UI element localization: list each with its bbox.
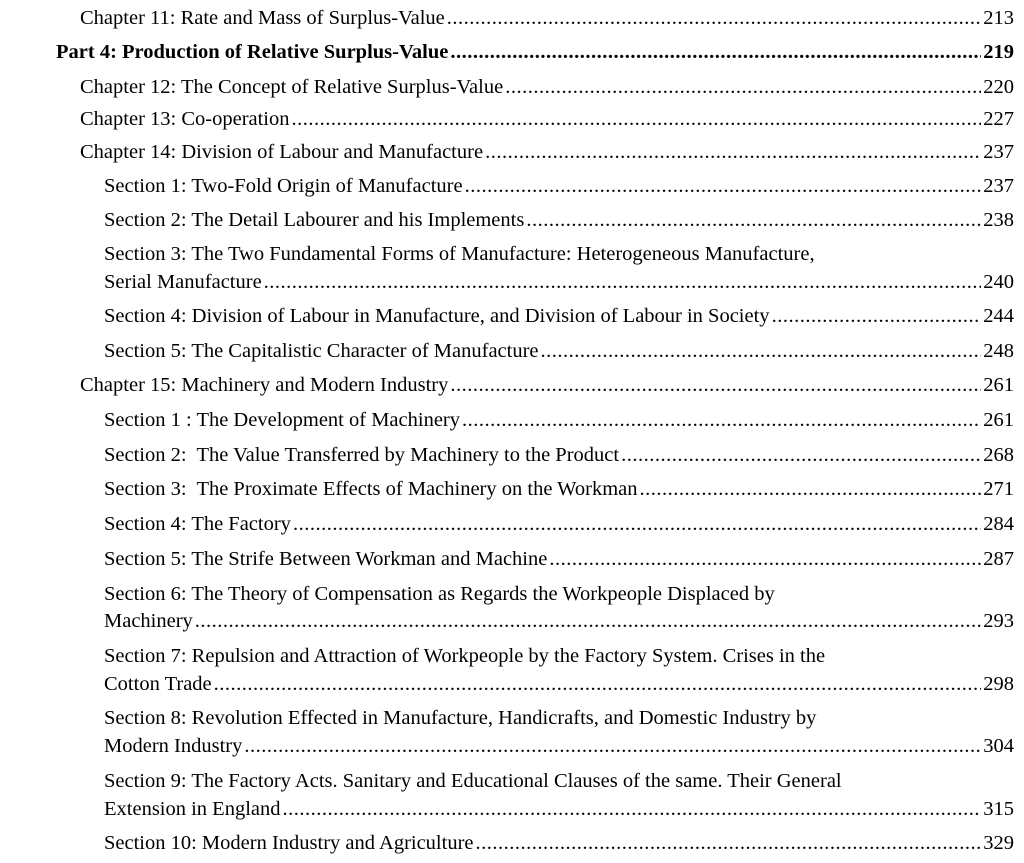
toc-entry-ch15-section-8[interactable] [104, 734, 1014, 758]
toc-entry-page: 293 [983, 610, 1014, 632]
toc-entry-page: 237 [983, 175, 1014, 197]
toc-entry-page: 304 [983, 735, 1014, 757]
toc-entry-page: 315 [983, 798, 1014, 820]
leader-dots [485, 140, 981, 164]
toc-entry-title: Machinery [104, 610, 193, 632]
toc-entry-page: 213 [983, 7, 1014, 29]
toc-entry-ch14-section-4[interactable] [104, 304, 1014, 328]
leader-dots [526, 208, 981, 232]
leader-dots [505, 75, 981, 99]
toc-entry-ch14-section-3[interactable] [104, 270, 1014, 294]
toc-entry-title: Part 4: Production of Relative Surplus-Value [56, 41, 449, 63]
leader-dots [450, 373, 981, 397]
toc-entry-page: 227 [983, 108, 1014, 130]
toc-entry-chapter-11[interactable] [80, 6, 1014, 30]
toc-entry-title: Section 5: The Strife Between Workman and Machine [104, 548, 548, 570]
leader-dots [450, 40, 981, 64]
toc-entry-ch14-section-2[interactable] [104, 208, 1014, 232]
leader-dots [283, 797, 982, 821]
toc-entry-page: 238 [983, 209, 1014, 231]
toc-entry-page: 219 [983, 41, 1014, 63]
toc-entry-title: Section 3: The Proximate Effects of Machinery on the Workman [104, 478, 638, 500]
toc-entry-ch15-section-2[interactable] [104, 443, 1014, 467]
leader-dots [447, 6, 981, 30]
toc-entry-title: Cotton Trade [104, 673, 212, 695]
toc-entry-title: Section 2: The Detail Labourer and his Implements [104, 209, 525, 231]
toc-entry-title: Section 4: Division of Labour in Manufacture, and Division of Labour in Society [104, 305, 770, 327]
leader-dots [772, 304, 982, 328]
toc-entry-page: 284 [983, 513, 1014, 535]
toc-entry-ch15-section-1[interactable] [104, 408, 1014, 432]
toc-entry-page: 298 [983, 673, 1014, 695]
toc-entry-page: 287 [983, 548, 1014, 570]
leader-dots [465, 174, 982, 198]
leader-dots [640, 477, 982, 501]
toc-entry-page: 237 [983, 141, 1014, 163]
toc-entry-ch14-section-3-line1[interactable]: Section 3: The Two Fundamental Forms of Manufacture: Heterogeneous Manufacture, [104, 243, 815, 265]
toc-entry-title: Chapter 15: Machinery and Modern Industry [80, 374, 449, 396]
toc-entry-title: Section 2: The Value Transferred by Machinery to the Product [104, 444, 620, 466]
toc-entry-ch15-section-9[interactable] [104, 797, 1014, 821]
toc-entry-ch15-section-8-line1[interactable]: Section 8: Revolution Effected in Manufacture, Handicrafts, and Domestic Industry by [104, 707, 817, 729]
toc-entry-chapter-13[interactable] [80, 107, 1014, 131]
toc-entry-title: Serial Manufacture [104, 271, 262, 293]
toc-entry-title: Chapter 12: The Concept of Relative Surplus-Value [80, 76, 504, 98]
toc-entry-ch15-section-10[interactable] [104, 831, 1014, 855]
leader-dots [264, 270, 982, 294]
toc-entry-title: Section 10: Modern Industry and Agriculture [104, 832, 474, 854]
toc-entry-ch15-section-7[interactable] [104, 672, 1014, 696]
toc-entry-ch14-section-1[interactable] [104, 174, 1014, 198]
toc-entry-ch15-section-6-line1[interactable]: Section 6: The Theory of Compensation as Regards the Workpeople Displaced by [104, 583, 775, 605]
toc-entry-ch15-section-5[interactable] [104, 547, 1014, 571]
toc-entry-title: Modern Industry [104, 735, 243, 757]
leader-dots [541, 339, 982, 363]
toc-entry-chapter-12[interactable] [80, 75, 1014, 99]
toc-entry-chapter-14[interactable] [80, 140, 1014, 164]
toc-entry-page: 244 [983, 305, 1014, 327]
toc-entry-page: 329 [983, 832, 1014, 854]
toc-entry-title: Chapter 14: Division of Labour and Manufacture [80, 141, 484, 163]
toc-entry-page: 240 [983, 271, 1014, 293]
toc-entry-ch15-section-3[interactable] [104, 477, 1014, 501]
leader-dots [292, 107, 982, 131]
toc-entry-title: Section 5: The Capitalistic Character of Manufacture [104, 340, 539, 362]
leader-dots [195, 609, 981, 633]
toc-entry-page: 271 [983, 478, 1014, 500]
leader-dots [293, 512, 981, 536]
leader-dots [621, 443, 981, 467]
leader-dots [244, 734, 981, 758]
toc-entry-page: 261 [983, 374, 1014, 396]
toc-entry-title: Section 1: Two-Fold Origin of Manufacture [104, 175, 463, 197]
toc-entry-ch15-section-4[interactable] [104, 512, 1014, 536]
toc-entry-ch15-section-7-line1[interactable]: Section 7: Repulsion and Attraction of Workpeople by the Factory System. Crises in the [104, 645, 826, 667]
leader-dots [462, 408, 981, 432]
toc-entry-title: Section 1 : The Development of Machinery [104, 409, 460, 431]
toc-entry-title: Section 4: The Factory [104, 513, 291, 535]
leader-dots [476, 831, 982, 855]
toc-entry-page: 261 [983, 409, 1014, 431]
toc-entry-chapter-15[interactable] [80, 373, 1014, 397]
toc-entry-page: 248 [983, 340, 1014, 362]
leader-dots [214, 672, 982, 696]
toc-entry-ch15-section-6[interactable] [104, 609, 1014, 633]
toc-entry-title: Chapter 11: Rate and Mass of Surplus-Value [80, 7, 445, 29]
toc-entry-title: Extension in England [104, 798, 281, 820]
toc-entry-part-4[interactable] [56, 40, 1014, 64]
toc-entry-page: 220 [983, 76, 1014, 98]
toc-entry-ch14-section-5[interactable] [104, 339, 1014, 363]
toc-entry-ch15-section-9-line1[interactable]: Section 9: The Factory Acts. Sanitary and Educational Clauses of the same. Their General [104, 770, 842, 792]
leader-dots [549, 547, 981, 571]
toc-entry-page: 268 [983, 444, 1014, 466]
toc-entry-title: Chapter 13: Co-operation [80, 108, 290, 130]
